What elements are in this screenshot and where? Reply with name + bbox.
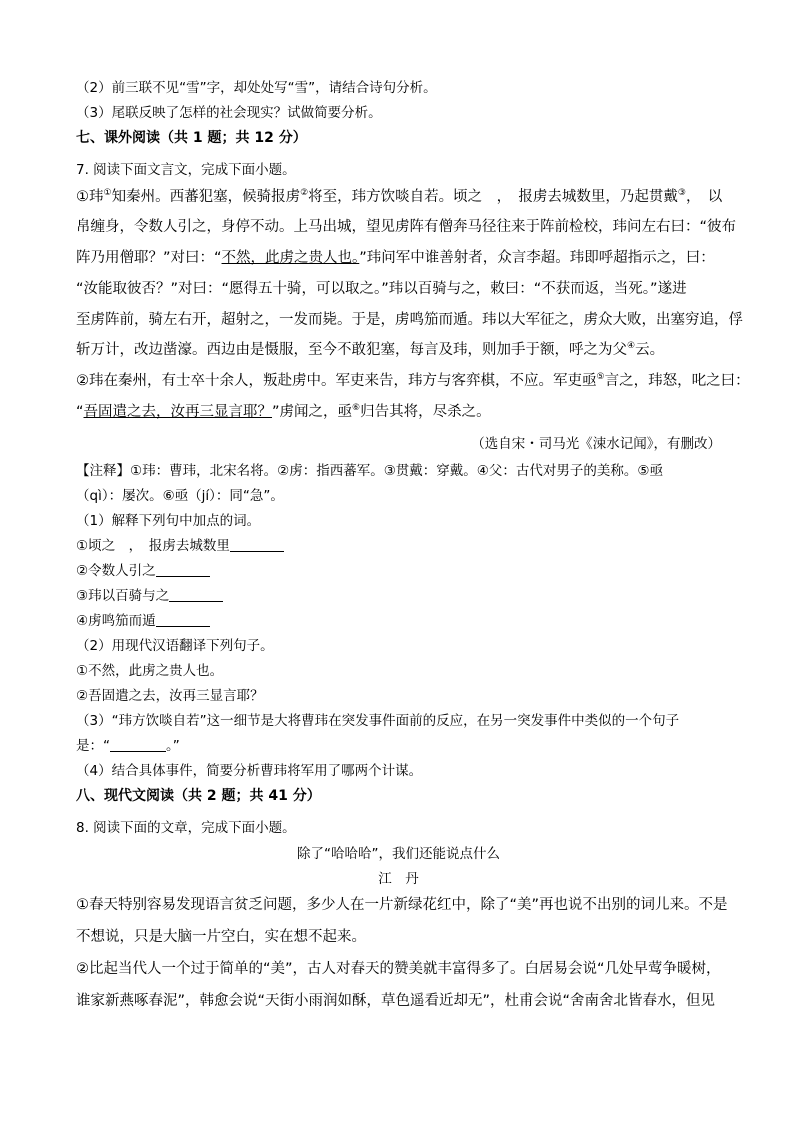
section-heading-7: 七、课外阅读（共 1 题；共 12 分） [76,130,307,146]
article-line: 不想说，只是大脑一片空白，实在想不起来。 [76,929,366,945]
text-run: ④虏鸣笳而遁 [76,613,156,629]
fill-in-item [76,736,180,756]
passage-line [76,371,750,392]
passage-line: 至虏阵前，骑左右开，超射之，一发而毙。于是，虏鸣笳而遁。玮以大军征之，虏众大败，出塞穷追，俘 [76,312,743,328]
footnote-marker: ② [300,188,309,199]
section-heading-8: 八、现代文阅读（共 2 题；共 41 分） [76,788,321,804]
text-run: ①顷之 ， 报虏去城数里 [76,538,230,554]
text-run: 知秦州。西蕃犯塞，候骑报虏 [111,189,301,205]
annotation-note: （qì）：屡次。⑥亟（jí）：同“急”。 [76,488,284,504]
source-citation: （选自宋・司马光《涑水记闻》，有删改） [471,436,721,452]
underlined-sentence: 不然，此虏之贵人也。 [221,250,360,266]
text-run: 归告其将，尽杀之。 [360,404,491,420]
fill-in-item [76,611,210,631]
translate-item: ②吾固遣之去，汝再三显言耶？ [76,688,264,704]
text-run: ②玮在秦州，有士卒十余人，叛赴虏中。军吏来告，玮方与客弈棋，不应。军吏亟 [76,373,597,389]
text-run: ①玮 [76,189,104,205]
passage-line [76,187,722,208]
annotation-note: 【注释】①玮：曹玮，北宋名将。②虏：指西蕃军。③贯戴：穿戴。④父：古代对男子的美称。⑤亟 [76,463,664,479]
answer-blank[interactable] [156,562,210,577]
text-run: ②令数人引之 [76,563,156,579]
text-run: 云。 [635,342,665,358]
question-2-prompt: （2）前三联不见“雪”字，却处处写“雪”，请结合诗句分析。 [76,80,437,96]
answer-blank[interactable] [110,737,166,752]
text-run: ”虏闻之，亟 [272,404,353,420]
subquestion-4: （4）结合具体事件，简要分析曹玮将军用了哪两个计谋。 [76,763,423,779]
text-run: 将至，玮方饮啖自若。顷之 ， 报虏去城数里，乃起贯戴 [308,189,678,205]
footnote-marker: ④ [627,341,636,352]
question-8-intro: 8. 阅读下面的文章，完成下面小题。 [76,820,296,836]
text-run: 阵乃用僧耶？”对曰：“ [76,250,222,266]
subquestion-2: （2）用现代汉语翻译下列句子。 [76,638,274,654]
question-3-prompt: （3）尾联反映了怎样的社会现实？试做简要分析。 [76,105,382,121]
passage-line [76,402,491,423]
text-run: 斩万计，改边凿濠。西边由是慑服，至今不敢犯塞，每言及玮，则加手于额，呼之为父 [76,342,627,358]
text-run: 言之，玮怒，叱之曰： [604,373,750,389]
passage-line: 帛缠身，令数人引之，身停不动。上马出城，望见虏阵有僧奔马径往来于阵前检校，玮问左右曰：“彼布 [76,219,737,235]
footnote-marker: ① [103,188,112,199]
fill-in-item [76,536,284,556]
fill-in-item [76,586,223,606]
footnote-marker: ③ [677,188,686,199]
passage-line [76,248,715,269]
text-run: ， 以 [685,189,723,205]
subquestion-3: （3）“玮方饮啖自若”这一细节是大将曹玮在突发事件面前的反应，在另一突发事件中类似的一个句子 [76,713,680,729]
question-7-intro: 7. 阅读下面文言文，完成下面小题。 [76,162,296,178]
translate-item: ①不然，此虏之贵人也。 [76,663,224,679]
fill-in-item [76,561,210,581]
footnote-marker: ⑤ [596,372,605,383]
text-run: “ [76,404,84,420]
article-line: 谁家新燕啄春泥”，韩愈会说“天街小雨润如酥，草色遥看近却无”，杜甫会说“舍南舍北皆春水，但见 [76,993,716,1009]
text-run: ③玮以百骑与之 [76,588,170,604]
footnote-marker: ⑥ [352,403,361,414]
underlined-sentence: 吾固遣之去，汝再三显言耶？ [83,404,273,420]
text-run: 。” [166,738,180,754]
answer-blank[interactable] [169,587,223,602]
passage-line: “汝能取彼否？”对曰：“愿得五十骑，可以取之。”玮以百骑与之，敕曰：“不获而返，当死。”遂进 [76,281,687,297]
text-run: 是：“ [76,738,110,754]
subquestion-1: （1）解释下列句中加点的词。 [76,513,261,529]
article-line: ②比起当代人一个过于简单的“美”，古人对春天的赞美就丰富得多了。白居易会说“几处早莺争暖树， [76,961,721,977]
text-run: ”玮问军中谁善射者，众言李超。玮即呼超指示之，曰： [359,250,715,266]
answer-blank[interactable] [230,537,284,552]
answer-blank[interactable] [156,612,210,627]
article-author: 江 丹 [378,871,419,887]
article-title: 除了“哈哈哈”，我们还能说点什么 [297,846,500,862]
article-line: ①春天特别容易发现语言贫乏问题，多少人在一片新绿花红中，除了“美”再也说不出别的词儿来。不是 [76,897,728,913]
passage-line [76,340,664,361]
